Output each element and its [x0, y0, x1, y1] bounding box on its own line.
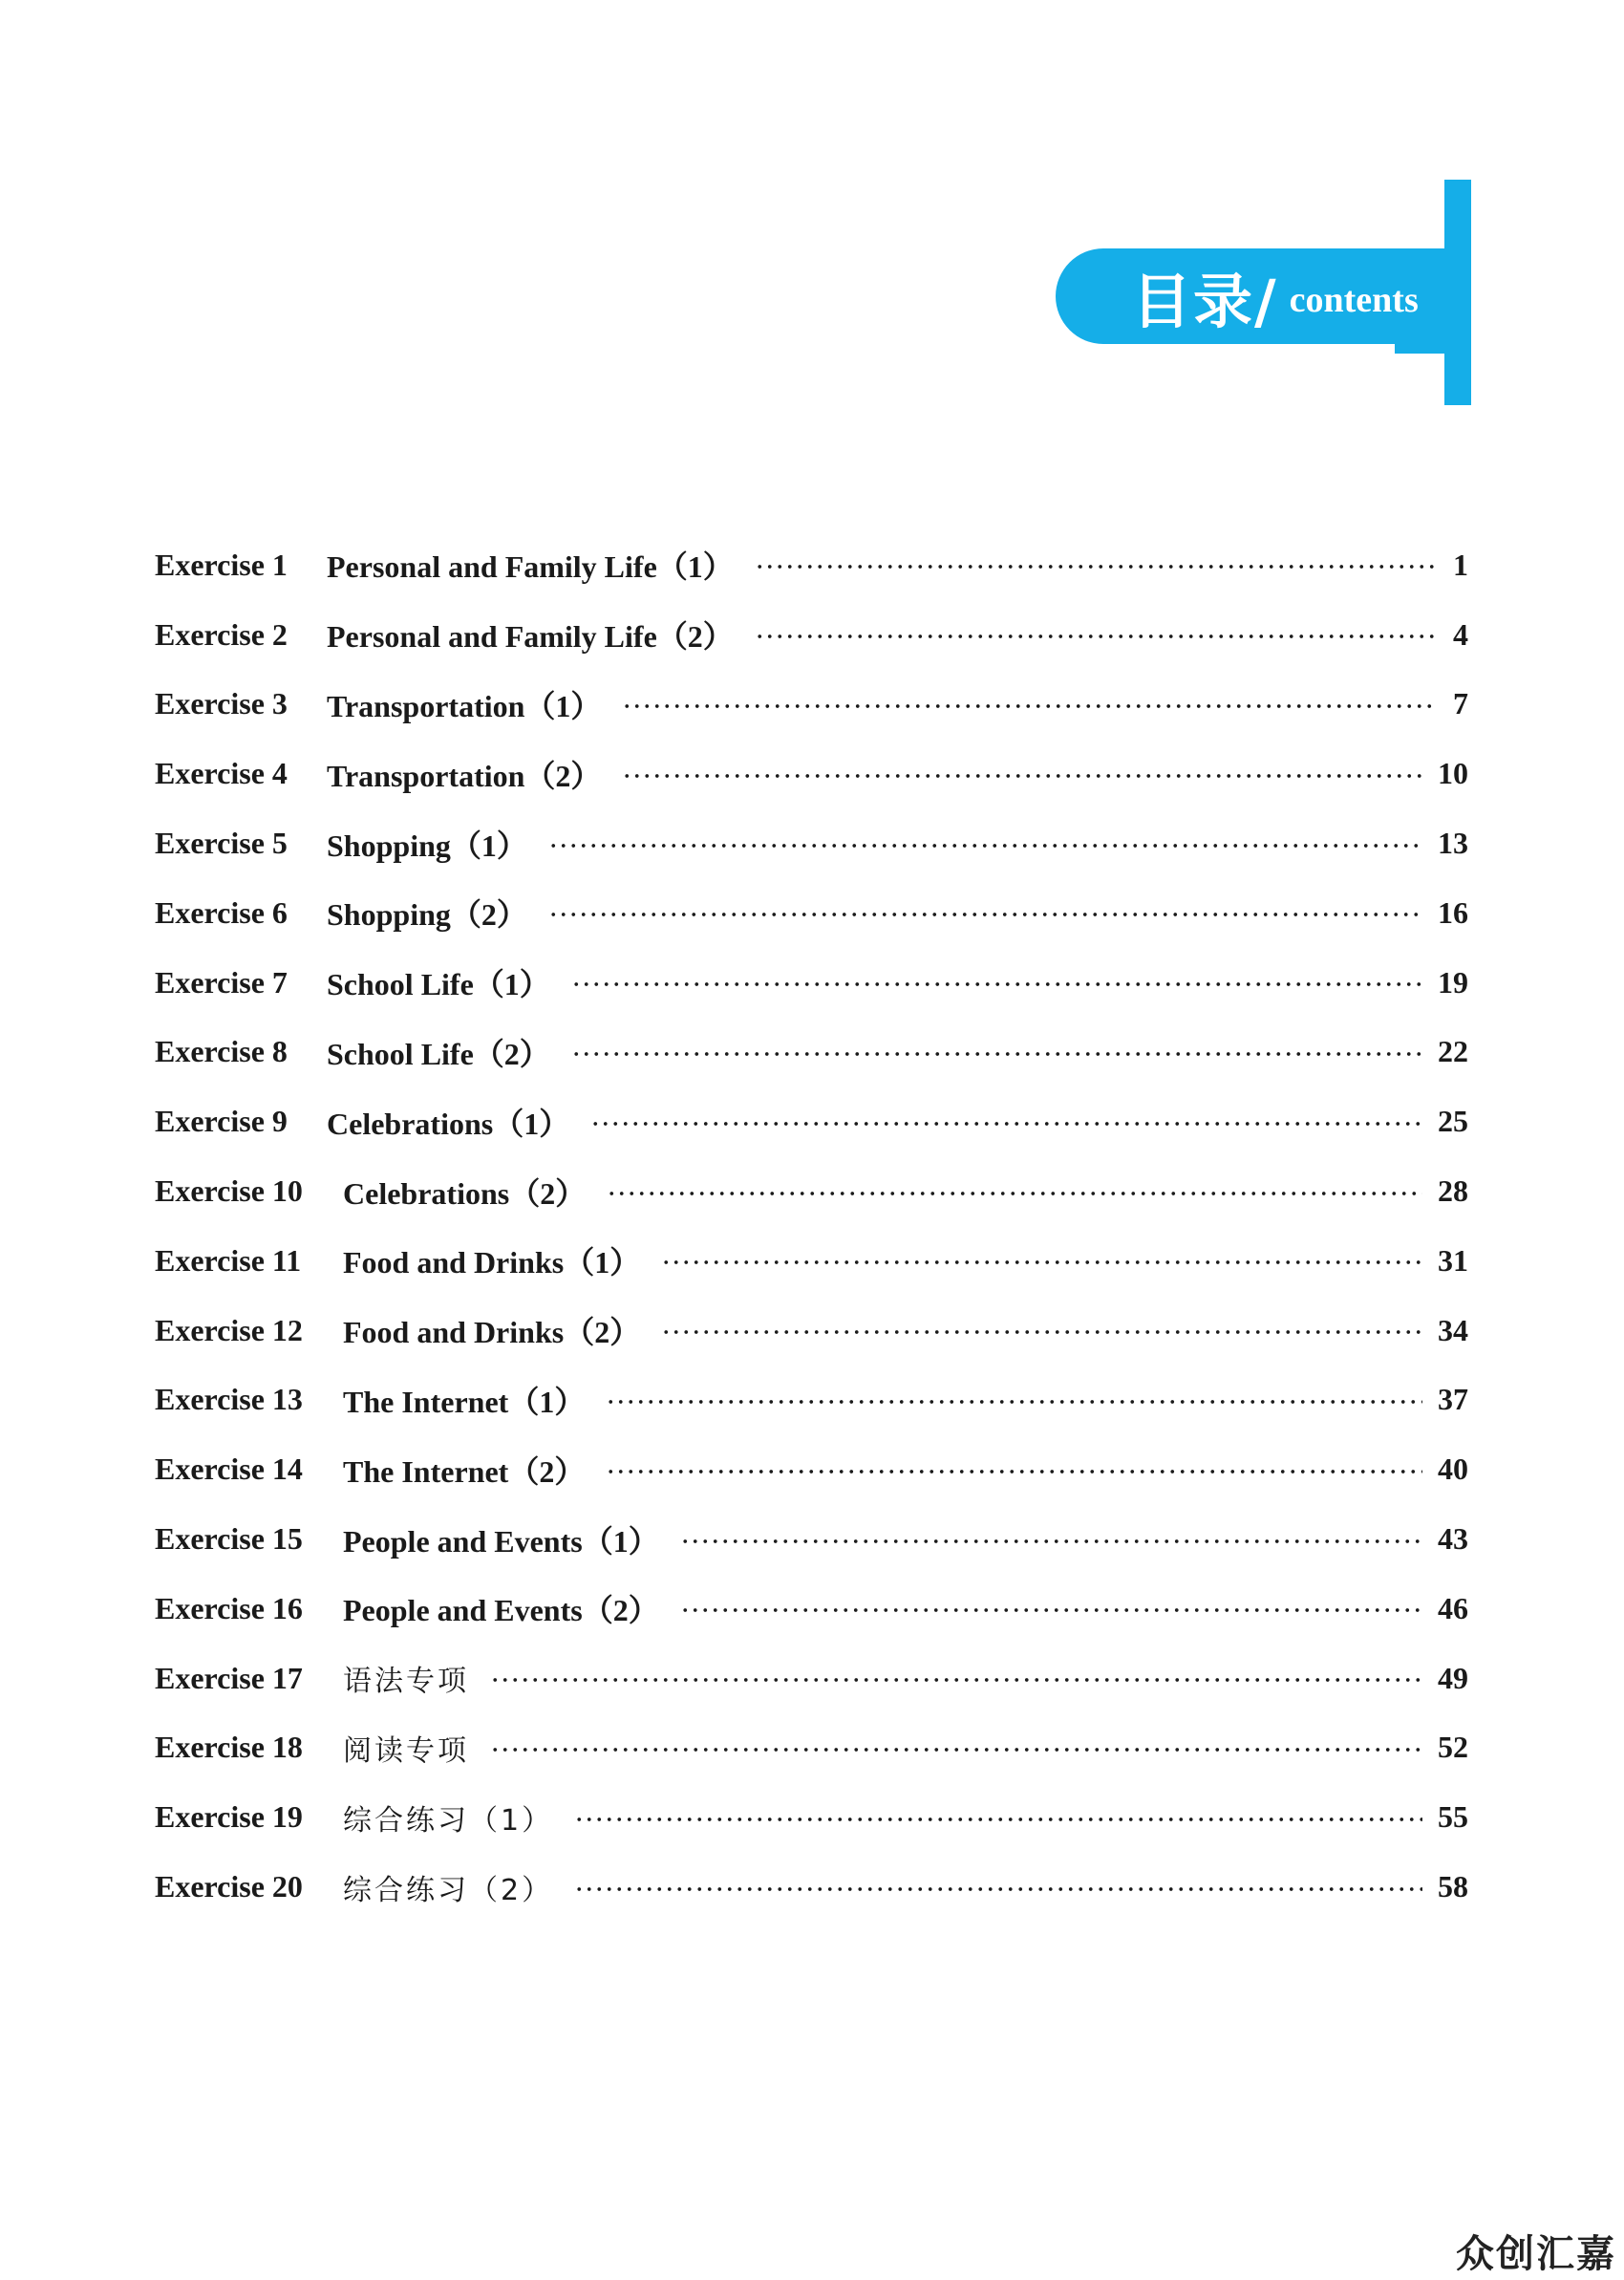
page-number: 4 [1453, 616, 1468, 652]
exercise-title: Personal and Family Life（1） [327, 549, 734, 585]
dot-leader [606, 1400, 1422, 1404]
exercise-number: Exercise 20 [155, 1869, 303, 1904]
dot-leader [590, 1122, 1422, 1126]
dot-leader [490, 1678, 1422, 1682]
dot-leader [571, 1052, 1422, 1056]
page-number: 7 [1453, 686, 1468, 721]
contents-header [1056, 248, 1471, 344]
dot-leader [622, 774, 1422, 778]
page-number: 10 [1438, 756, 1468, 791]
page-number: 28 [1438, 1173, 1468, 1209]
dot-leader [680, 1608, 1422, 1612]
exercise-title: Personal and Family Life（2） [327, 619, 734, 655]
toc-entry[interactable] [155, 1018, 1468, 1087]
page-number: 25 [1438, 1104, 1468, 1139]
toc-entry[interactable] [155, 600, 1468, 670]
toc-entry[interactable] [155, 1086, 1468, 1156]
header-title-en: contents [1289, 280, 1419, 320]
dot-leader [574, 1887, 1422, 1891]
page-number: 37 [1438, 1382, 1468, 1417]
exercise-title: Shopping（1） [327, 828, 527, 863]
exercise-title: People and Events（2） [343, 1593, 659, 1628]
exercise-title: People and Events（1） [343, 1523, 659, 1559]
exercise-title: 语法专项 [343, 1665, 469, 1699]
exercise-title: School Life（2） [327, 1036, 550, 1071]
page-number: 1 [1453, 547, 1468, 582]
dot-leader [574, 1818, 1422, 1821]
exercise-number: Exercise 17 [155, 1660, 303, 1695]
toc-entry[interactable] [155, 1713, 1468, 1783]
toc-entry[interactable] [155, 739, 1468, 808]
exercise-number: Exercise 10 [155, 1173, 303, 1209]
exercise-title: 阅读专项 [343, 1733, 469, 1768]
exercise-number: Exercise 7 [155, 964, 288, 1000]
exercise-title: Food and Drinks（1） [343, 1245, 641, 1280]
exercise-title: Celebrations（1） [327, 1106, 570, 1141]
dot-leader [755, 635, 1434, 638]
exercise-title: 综合练习（2） [343, 1873, 554, 1907]
page-number: 46 [1438, 1590, 1468, 1625]
exercise-number: Exercise 19 [155, 1799, 303, 1835]
toc-entry[interactable] [155, 808, 1468, 878]
page-number: 22 [1438, 1034, 1468, 1069]
exercise-title: The Internet（1） [343, 1384, 586, 1419]
page-number: 19 [1438, 964, 1468, 1000]
dot-leader [622, 704, 1434, 708]
page-number: 49 [1438, 1660, 1468, 1695]
dot-leader [607, 1192, 1422, 1195]
dot-leader [490, 1748, 1422, 1752]
page-number: 52 [1438, 1730, 1468, 1765]
dot-leader [755, 565, 1434, 569]
exercise-title: The Internet（2） [343, 1453, 586, 1489]
page-number: 40 [1438, 1452, 1468, 1487]
exercise-number: Exercise 9 [155, 1104, 288, 1139]
dot-leader [571, 982, 1422, 986]
exercise-number: Exercise 12 [155, 1312, 303, 1347]
toc-entry[interactable] [155, 1366, 1468, 1435]
exercise-number: Exercise 1 [155, 547, 288, 582]
toc-entry[interactable] [155, 1574, 1468, 1644]
dot-leader [680, 1539, 1422, 1543]
exercise-title: Food and Drinks（2） [343, 1315, 641, 1350]
exercise-title: Shopping（2） [327, 897, 527, 933]
exercise-title: Transportation（1） [327, 688, 602, 723]
dot-leader [661, 1260, 1422, 1264]
toc-entry[interactable] [155, 1434, 1468, 1504]
exercise-number: Exercise 11 [155, 1242, 302, 1278]
exercise-number: Exercise 16 [155, 1590, 303, 1625]
toc-entry[interactable] [155, 1156, 1468, 1226]
exercise-number: Exercise 18 [155, 1730, 303, 1765]
toc-entry[interactable] [155, 530, 1468, 600]
toc-entry[interactable] [155, 1852, 1468, 1922]
exercise-number: Exercise 8 [155, 1034, 288, 1069]
dot-leader [548, 844, 1422, 848]
exercise-title: 综合练习（1） [343, 1803, 554, 1838]
exercise-number: Exercise 3 [155, 686, 288, 721]
toc-entry[interactable] [155, 878, 1468, 948]
toc-entry[interactable] [155, 1644, 1468, 1713]
exercise-number: Exercise 15 [155, 1521, 303, 1557]
exercise-number: Exercise 5 [155, 826, 288, 861]
exercise-number: Exercise 6 [155, 894, 288, 930]
page-number: 34 [1438, 1312, 1468, 1347]
toc-entry[interactable] [155, 1782, 1468, 1852]
toc-entry[interactable] [155, 948, 1468, 1018]
dot-leader [661, 1330, 1422, 1334]
toc-entry[interactable] [155, 1226, 1468, 1296]
exercise-number: Exercise 13 [155, 1382, 303, 1417]
dot-leader [548, 913, 1422, 916]
exercise-title: Transportation（2） [327, 758, 602, 793]
exercise-title: School Life（1） [327, 967, 550, 1002]
page-number: 58 [1438, 1869, 1468, 1904]
exercise-number: Exercise 14 [155, 1452, 303, 1487]
exercise-number: Exercise 4 [155, 756, 288, 791]
dot-leader [606, 1470, 1422, 1473]
page-number: 43 [1438, 1521, 1468, 1557]
page-number: 16 [1438, 894, 1468, 930]
header-title-zh: 目录/ [1132, 266, 1278, 336]
toc-entry[interactable] [155, 1504, 1468, 1574]
page-number: 13 [1438, 826, 1468, 861]
table-of-contents [155, 530, 1468, 1922]
toc-entry[interactable] [155, 670, 1468, 740]
exercise-title: Celebrations（2） [343, 1175, 587, 1211]
toc-entry[interactable] [155, 1296, 1468, 1366]
page-number: 31 [1438, 1242, 1468, 1278]
exercise-number: Exercise 2 [155, 616, 288, 652]
watermark: 众创汇嘉 [1456, 2232, 1616, 2276]
page-number: 55 [1438, 1799, 1468, 1835]
